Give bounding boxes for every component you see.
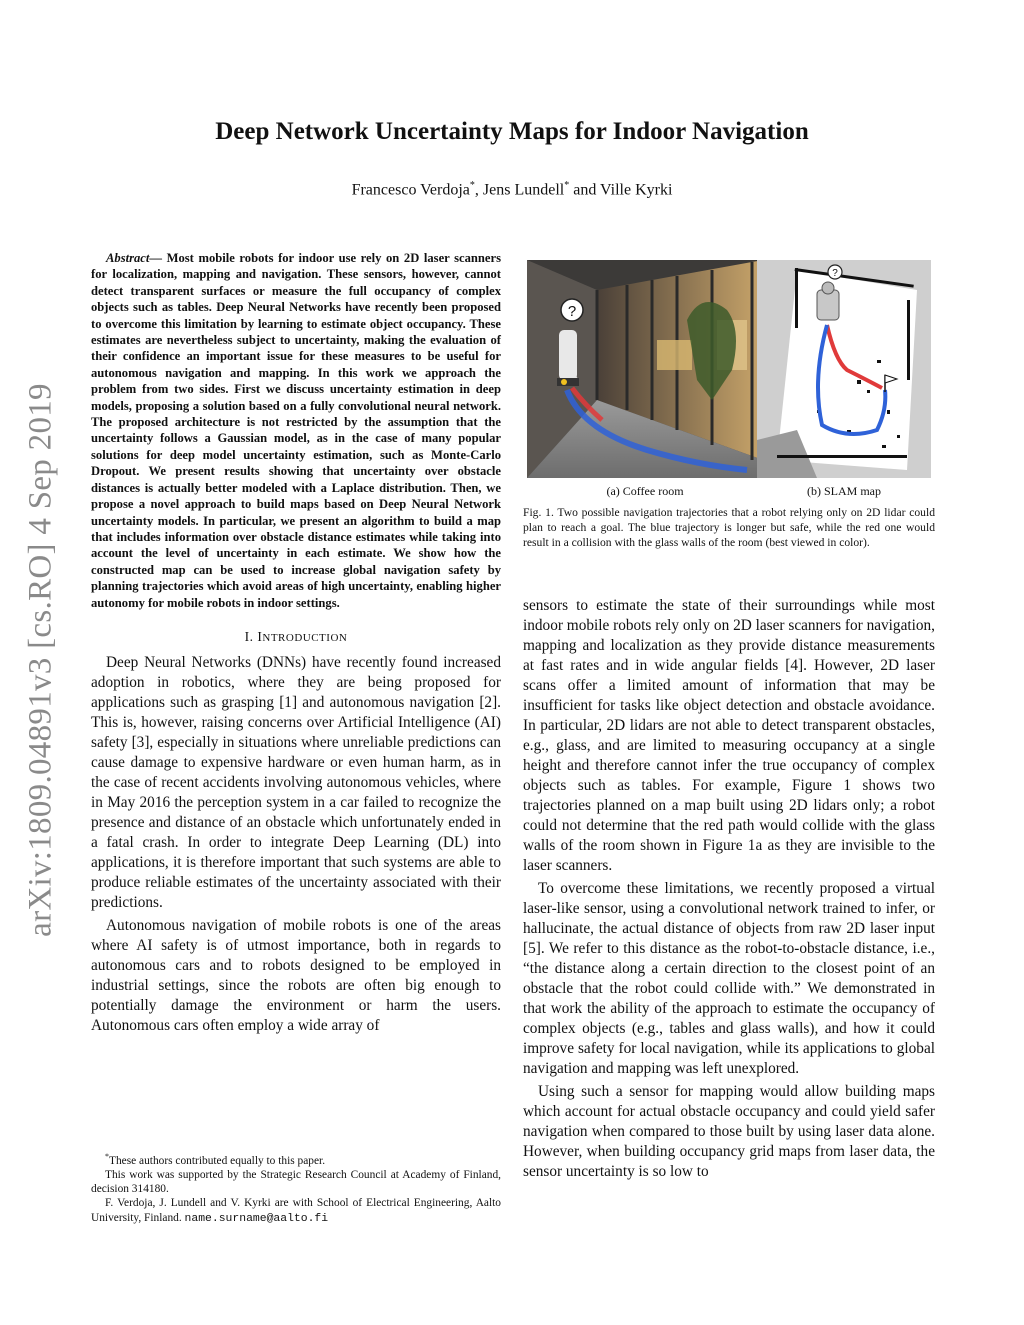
figure-caption: Fig. 1. Two possible navigation trajectories that a robot relying only on 2D lidar could plan to reach a goal. The blue trajectory is longer but safe, while the red one would result in a collision with the glass walls of the room (best viewed in color). <box>523 506 935 549</box>
equal-contribution-mark: * <box>469 180 475 191</box>
right-column-text <box>523 596 935 1182</box>
robot-icon <box>557 330 579 386</box>
author-list <box>0 180 1024 199</box>
author-name: , Jens Lundell <box>474 181 565 199</box>
question-mark-icon: ? <box>567 303 577 320</box>
question-mark-icon-small: ? <box>832 268 838 279</box>
author-name: and Ville Kyrki <box>569 181 673 199</box>
section-heading-introduction: I. INTRODUCTION <box>244 628 348 644</box>
body-paragraph: To overcome these limitations, we recently proposed a virtual laser-like sensor, using a convolutional network trained to infer, or hallucinate, the actual distance of objects from raw 2D laser input [5]. We refer to this distance as the robot-to-obstacle distance, i.e., “the distance along a certain direction to the closest point of an obstacle that the robot could collide with.” We demonstrated in that work the ability of the approach to estimate the occupancy of complex objects (e.g., tables and glass walls), and how it could improve safety for local navigation, while its applications to global navigation and mapping was left unexplored. <box>523 880 935 1077</box>
body-paragraph: sensors to estimate the state of their surroundings while most indoor mobile robots rely only on 2D laser scanners for navigation, mapping and localization as they provide distance measurements at fast rates and in wide angular fields [4]. However, 2D laser scans offer a limited amount of information that may be insufficient for tasks like object detection and obstacle avoidance. In particular, 2D lidars are not able to detect transparent obstacles, e.g., glass, and are limited to measuring occupancy at a single height and therefore cannot infer the true occupancy of complex objects such as tables. For example, Figure 1 shows two trajectories planned on a map built using 2D lidars only; a robot could not determine that the red path would collide with the glass walls of the room shown in Figure 1a as they are invisible to the laser scanners. <box>523 597 935 874</box>
subfigure-caption-b: (b) SLAM map <box>807 484 881 498</box>
coffee-room-photo <box>527 260 763 478</box>
body-paragraph: Using such a sensor for mapping would allow building maps which account for actual obstacle occupancy and could yield safer navigation when compared to those built by using laser data alone. However, when building occupancy grid maps from laser data, the sensor uncertainty is so low to <box>523 1083 935 1180</box>
equal-contribution-mark: * <box>564 180 570 191</box>
paper-title: Deep Network Uncertainty Maps for Indoor Navigation <box>215 118 809 145</box>
body-paragraph: Autonomous navigation of mobile robots is one of the areas where AI safety is of utmost importance, both in regards to autonomous cars and to robots designed to be employed in industrial settings, since the robots are often big enough to potentially damage the environment or harm the users. Autonomous cars often employ a wide array of <box>91 916 501 1034</box>
body-paragraph: Deep Neural Networks (DNNs) have recently found increased adoption in robotics, where they are being proposed for applications such as grasping [1] and autonomous navigation [2]. This is, however, raising concerns over Artificial Intelligence (AI) safety [3], especially in situations where unreliable predictions can cause damage to expensive hardware or even human harm, as in the case of recent accidents involving autonomous vehicles, where in May 2016 the perception system in a car failed to recognize the presence and distance of an obstacle which unfortunately ended in a fatal crash. In order to integrate Deep Learning (DL) into applications, it is therefore important that such systems are able to produce reliable estimates of the uncertainty associated with their predictions. <box>91 653 501 911</box>
slam-map-illustration <box>757 260 931 478</box>
coffee-room-illustration <box>527 260 763 478</box>
subfigure-caption-a: (a) Coffee room <box>606 484 684 498</box>
author-name: Francesco Verdoja <box>351 181 470 199</box>
footnote-affiliation: F. Verdoja, J. Lundell and V. Kyrki are with School of Electrical Engineering, Aalto University, Finland. name.surname@aalto.fi <box>91 1197 501 1225</box>
right-column <box>523 260 935 1182</box>
abstract-label: Abstract <box>106 251 150 265</box>
abstract-text: — Most mobile robots for indoor use rely on 2D laser scanners for localization, mapping and navigation. These sensors, however, cannot detect transparent surfaces or measure the full occupancy of complex objects such as tables. Deep Neural Networks have recently been proposed to overcome this limitation by learning to estimate object occupancy. These estimates are nevertheless subject to uncertainty, making the evaluation of their confidence an important issue for these measures to be useful for autonomous navigation and mapping. In this work we approach the problem from two sides. First we discuss uncertainty estimation in deep models, proposing a solution based on a fully convolutional neural network. The proposed architecture is not restricted by the assumption that the uncertainty follows a Gaussian model, as in the case of many popular solutions for deep model uncertainty estimation, such as Monte-Carlo Dropout. We present results showing that uncertainty over obstacle distances is actually better modeled with a Laplace distribution. Then, we propose a novel approach to build maps based on Deep Neural Network uncertainty models. In particular, we present an algorithm to build a map that includes information over obstacle distance estimates while taking into account the level of uncertainty in each estimate. We show how the constructed map can be used to increase global navigation safety by planning trajectories which avoid areas of high uncertainty, enabling higher autonomy for mobile robots in indoor settings. <box>91 251 501 610</box>
left-column <box>91 250 501 1036</box>
arxiv-identifier <box>6 360 76 960</box>
footnote-funding: This work was supported by the Strategic Research Council at Academy of Finland, decision 314180. <box>91 1169 501 1196</box>
arxiv-identifier-text: arXiv:1809.04891v3 [cs.RO] 4 Sep 2019 <box>22 383 59 937</box>
author-email: name.surname@aalto.fi <box>184 1212 329 1225</box>
figure-1 <box>523 260 935 498</box>
footnote-equal-contribution: *These authors contributed equally to this paper. <box>105 1152 326 1167</box>
slam-map-image <box>757 260 931 478</box>
footnotes <box>91 1150 501 1226</box>
abstract <box>91 250 501 611</box>
